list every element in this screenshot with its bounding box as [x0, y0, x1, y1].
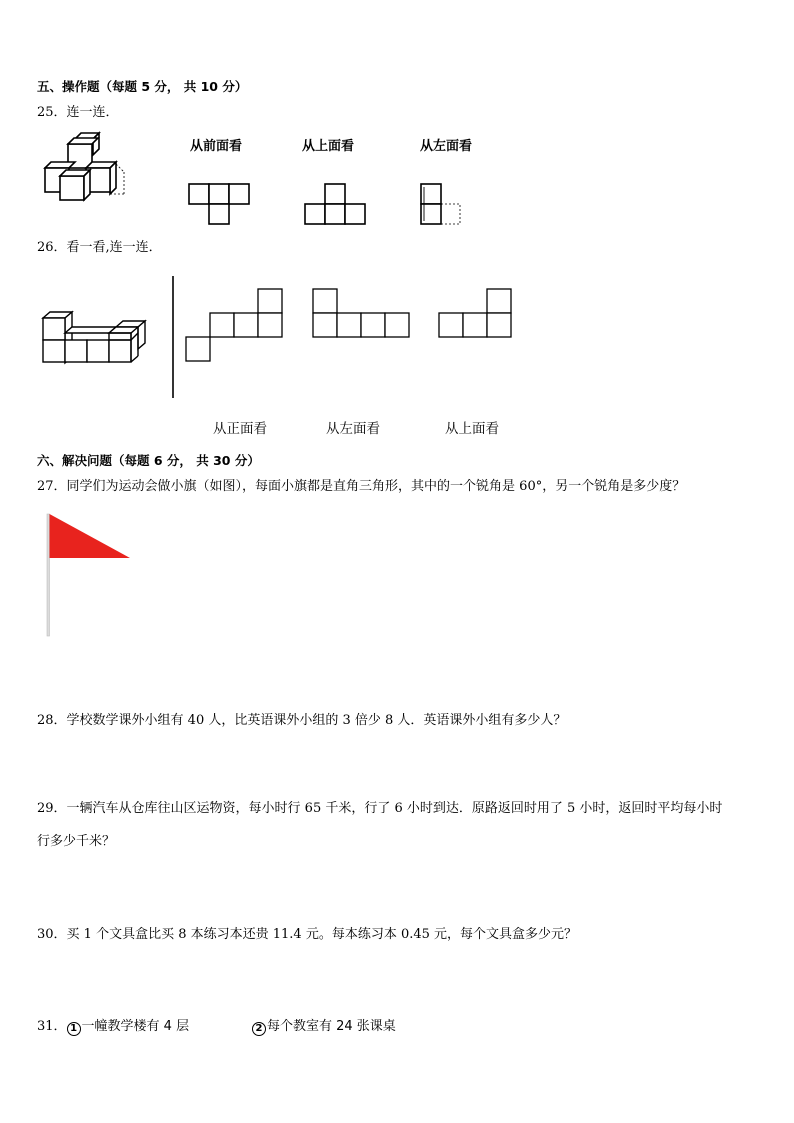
- q31-item2-wrap: [252, 1019, 396, 1036]
- q25-cube-figure: [40, 136, 130, 206]
- q25-view-label-front: 从前面看: [190, 139, 243, 154]
- q31-number: 31．: [37, 1019, 67, 1034]
- q25-text: 连一连．: [66, 105, 119, 120]
- q26-shape-long-l: [312, 288, 414, 340]
- section-6-title: 六、解决问题（每题 6 分， 共 30 分）: [37, 453, 260, 468]
- q25-view-label-top: 从上面看: [302, 139, 355, 154]
- q26-view-label-left: 从左面看: [326, 421, 380, 437]
- q26-number: 26．: [37, 240, 67, 255]
- q29-number: 29．: [37, 801, 67, 816]
- q25-view-label-left: 从左面看: [420, 139, 473, 154]
- q26-view-label-top: 从上面看: [445, 421, 499, 437]
- q27-flag-figure: [44, 512, 136, 638]
- q25-view-front-shape: [188, 183, 252, 225]
- q26-cube-figure: [42, 311, 154, 367]
- q28-text: 学校数学课外小组有 40 人，比英语课外小组的 3 倍少 8 人．英语课外小组有多少人？: [66, 713, 567, 728]
- q27-text: 同学们为运动会做小旗（如图），每面小旗都是直角三角形，其中的一个锐角是 60°，另一个锐角是多少度？: [66, 479, 686, 494]
- q26-shape-staircase: [182, 288, 284, 364]
- q26-divider: [171, 276, 175, 398]
- q25-view-left-shape: [420, 183, 466, 225]
- q29-text-line2: 行多少千米？: [37, 834, 116, 849]
- q31-prompt: [37, 1019, 189, 1036]
- q30-text: 买 1 个文具盒比买 8 本练习本还贵 11.4 元。每本练习本 0.45 元，每个文具盒多少元？: [66, 927, 578, 942]
- q29-text-line1: 一辆汽车从仓库往山区运物资，每小时行 65 千米，行了 6 小时到达．原路返回时用了 5 小时，返回时平均每小时: [66, 801, 723, 816]
- q30-prompt: [37, 927, 577, 943]
- q26-shape-reverse-l: [435, 288, 515, 340]
- q29-prompt-line1: [37, 801, 722, 817]
- q28-prompt: [37, 713, 566, 729]
- q31-item1-marker: 1: [67, 1022, 81, 1036]
- q28-number: 28．: [37, 713, 67, 728]
- q26-view-label-front: 从正面看: [213, 421, 267, 437]
- q26-text: 看一看,连一连．: [66, 240, 162, 255]
- q25-view-top-shape: [304, 183, 368, 225]
- q31-item2-marker: 2: [252, 1022, 266, 1036]
- section-5-title: 五、操作题（每题 5 分， 共 10 分）: [37, 79, 248, 94]
- q31-item1: 一幢教学楼有 4 层: [81, 1019, 190, 1034]
- q25-number: 25．: [37, 105, 67, 120]
- q25-prompt: [37, 105, 119, 121]
- q26-prompt: [37, 240, 162, 256]
- q31-item2: 每个教室有 24 张课桌: [267, 1019, 396, 1034]
- q27-number: 27．: [37, 479, 67, 494]
- q27-prompt: [37, 479, 685, 495]
- q30-number: 30．: [37, 927, 67, 942]
